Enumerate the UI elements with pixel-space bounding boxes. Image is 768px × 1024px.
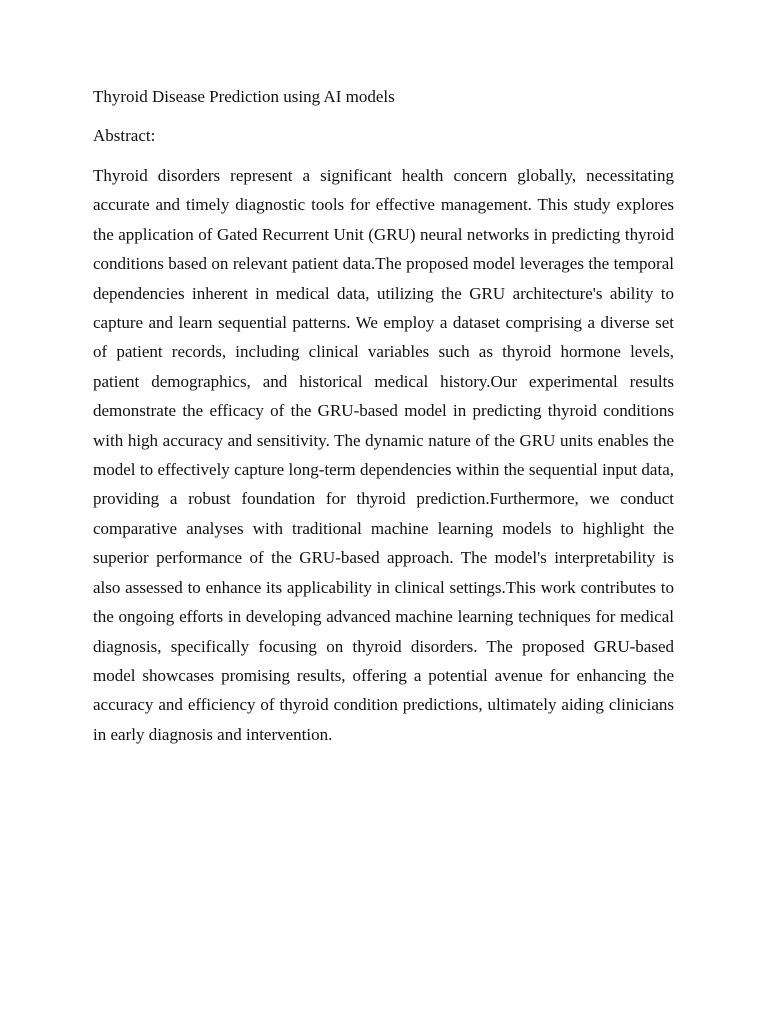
document-title: Thyroid Disease Prediction using AI models [93, 87, 395, 106]
abstract-paragraph: Thyroid disorders represent a significant health concern globally, necessitating accurate and timely diagnostic tools for effective management. This study explores the application of Gated Recurrent Unit (GRU) neural networks in predicting thyroid conditions based on relevant patient data.The proposed model leverages the temporal dependencies inherent in medical data, utilizing the GRU architecture's ability to capture and learn sequential patterns. We employ a dataset comprising a diverse set of patient records, including clinical variables such as thyroid hormone levels, patient demographics, and historical medical history.Our experimental results demonstrate the efficacy of the GRU-based model in predicting thyroid conditions with high accuracy and sensitivity. The dynamic nature of the GRU units enables the model to effectively capture long-term dependencies within the sequential input data, providing a robust foundation for thyroid prediction.Furthermore, we conduct comparative analyses with traditional machine learning models to highlight the superior performance of the GRU-based approach. The model's interpretability is also assessed to enhance its applicability in clinical settings.This work contributes to the ongoing efforts in developing advanced machine learning techniques for medical diagnosis, specifically focusing on thyroid disorders. The proposed GRU-based model showcases promising results, offering a potential avenue for enhancing the accuracy and efficiency of thyroid condition predictions, ultimately aiding clinicians in early diagnosis and intervention. [93, 166, 674, 744]
abstract-heading: Abstract: [93, 126, 156, 145]
